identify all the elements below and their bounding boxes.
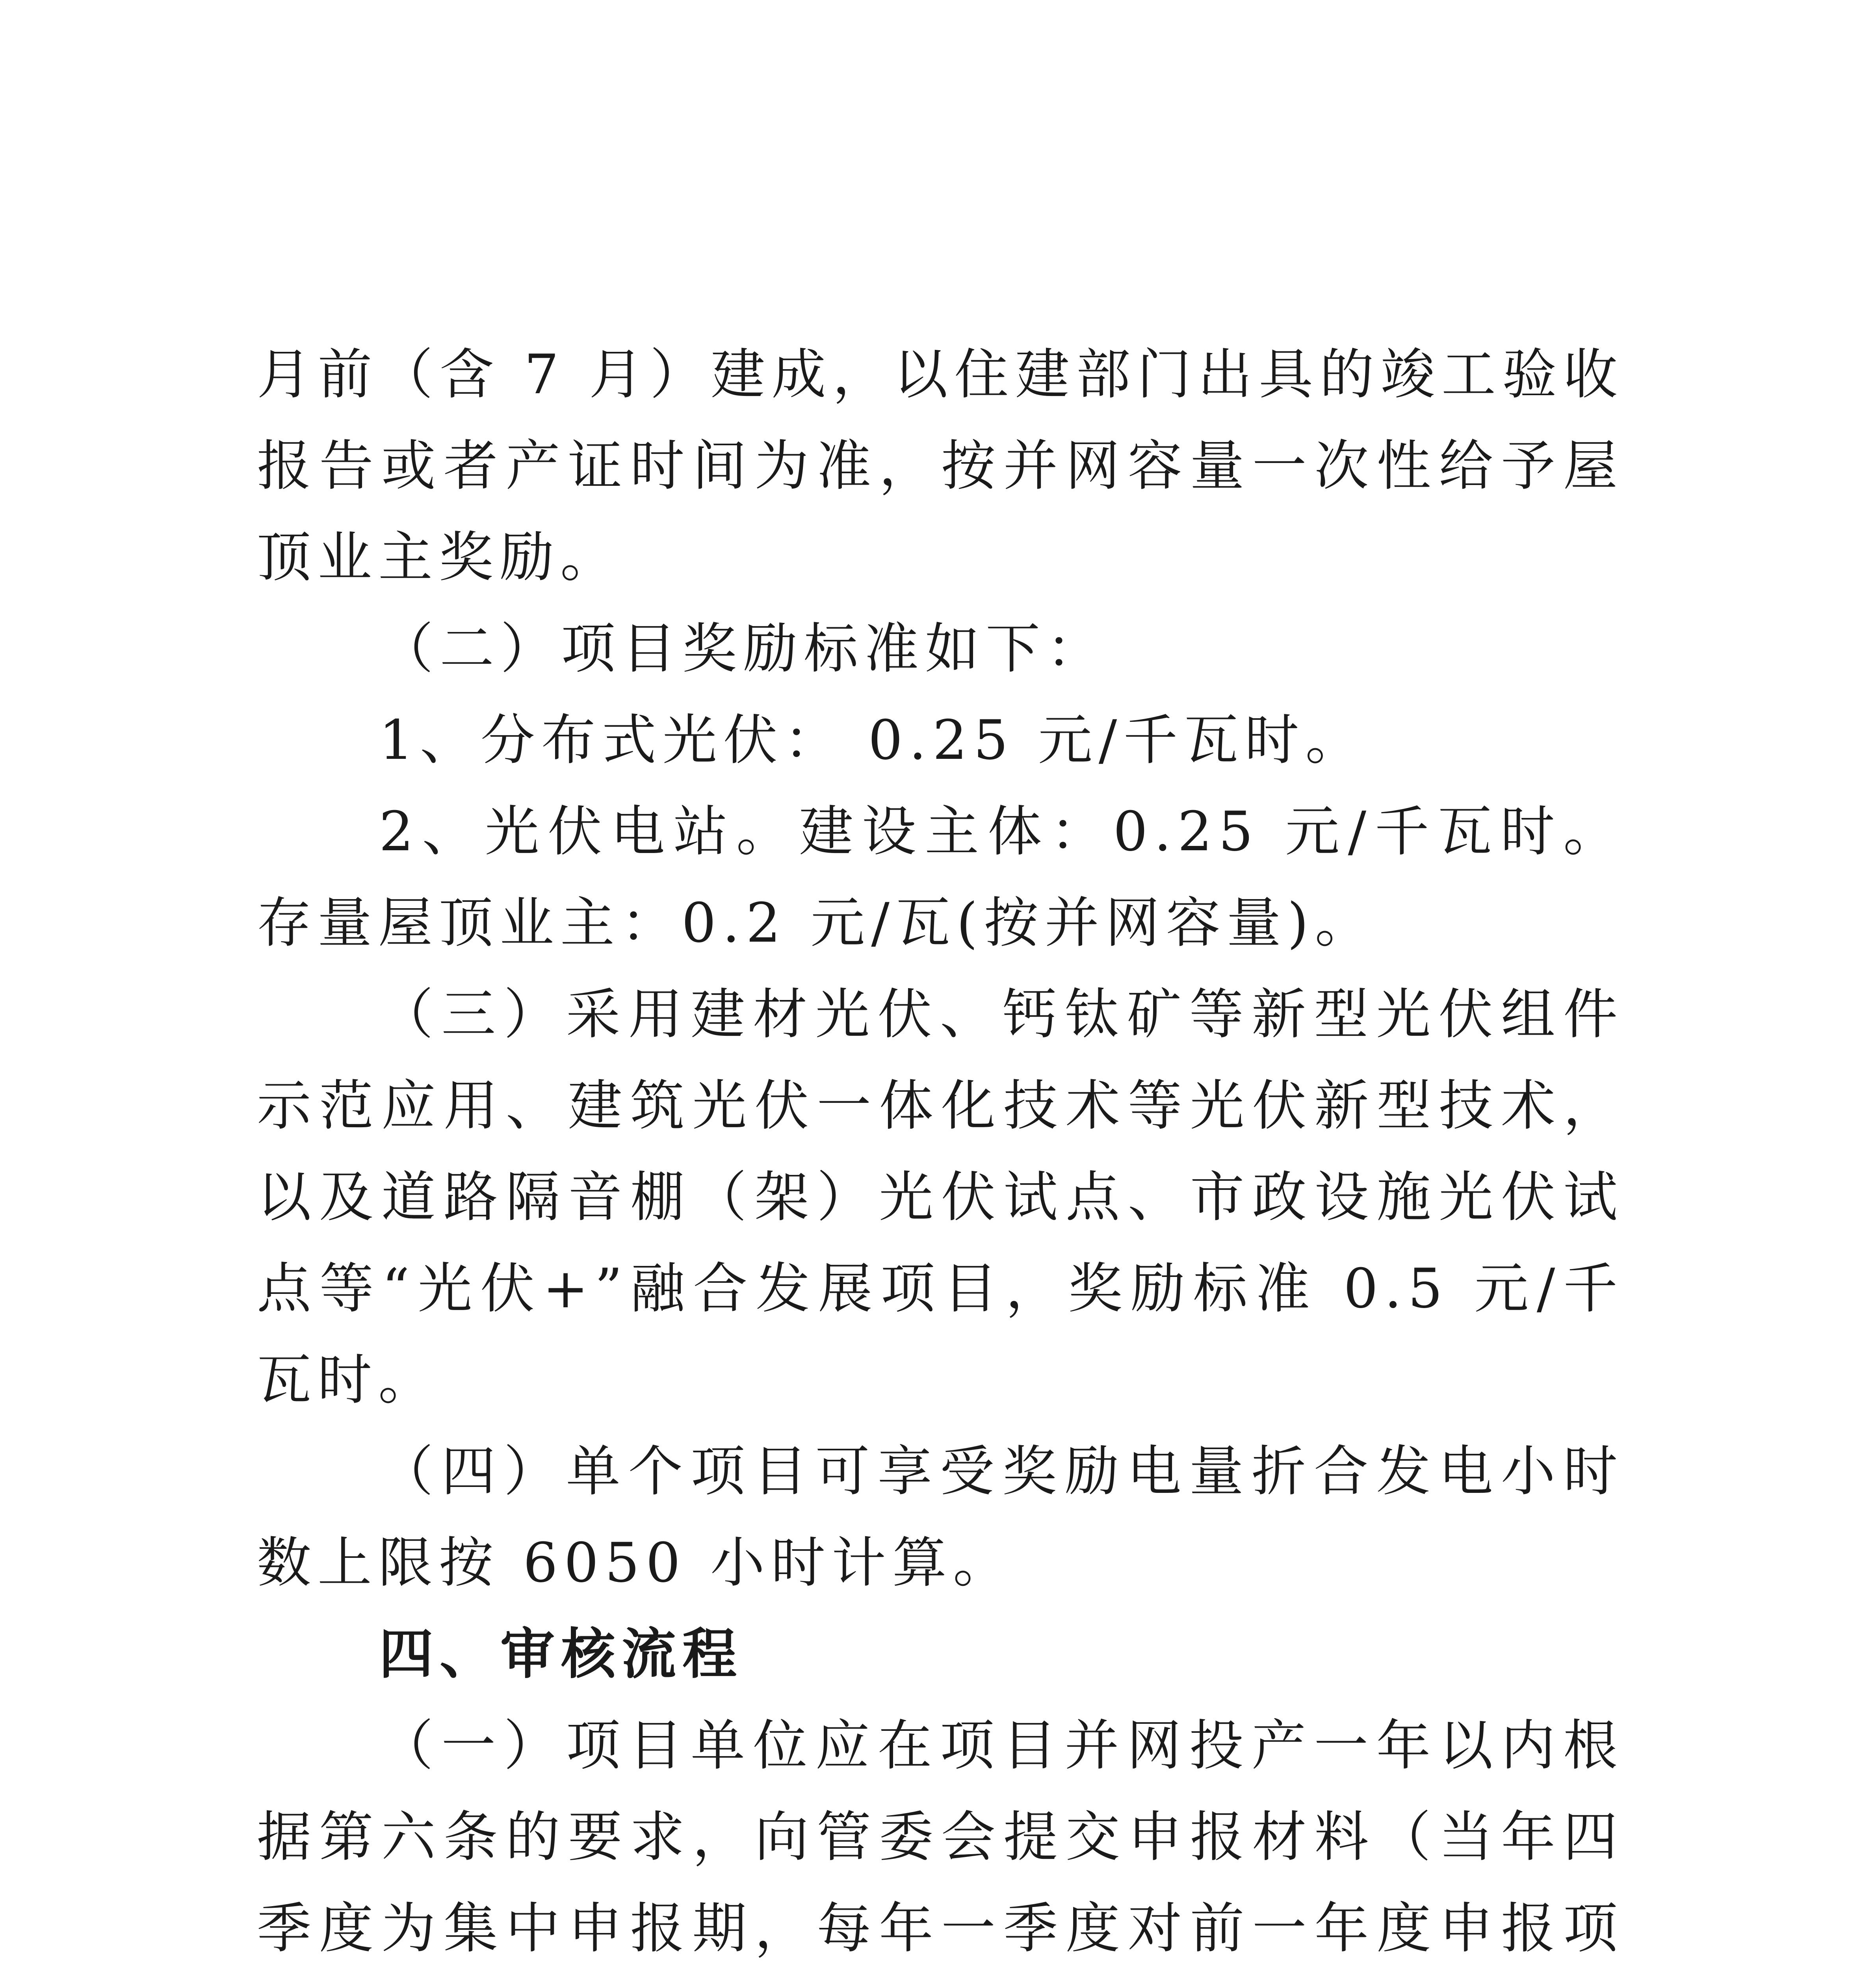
section-heading-review-process: 四、审核流程 xyxy=(379,1622,743,1686)
paragraph-reward-standard-intro: （二）项目奖励标准如下： xyxy=(379,617,1107,680)
paragraph-pv-power-station: 2、光伏电站。建设主体：0.25 元/千瓦时。存量屋顶业主：0.2 元/瓦(按并网容量)。 xyxy=(257,800,1624,955)
paragraph-hour-cap: （四）单个项目可享受奖励电量折合发电小时数上限按 6050 小时计算。 xyxy=(257,1440,1624,1595)
document-body xyxy=(257,329,1624,1970)
paragraph-new-pv-technology: （三）采用建材光伏、钙钛矿等新型光伏组件示范应用、建筑光伏一体化技术等光伏新型技术，以及道路隔音棚（架）光伏试点、市政设施光伏试点等“光伏+”融合发展项目，奖励标准 0.5 元/千瓦时。 xyxy=(257,983,1624,1412)
paragraph-application-submission: （一）项目单位应在项目并网投产一年以内根据第六条的要求，向管委会提交申报材料（当年四季度为集中申报期，每年一季度对前一年度申报项 xyxy=(257,1714,1624,1960)
paragraph-continuation: 月前（含 7 月）建成，以住建部门出具的竣工验收报告或者产证时间为准，按并网容量一次性给予屋顶业主奖励。 xyxy=(257,343,1624,589)
paragraph-distributed-pv: 1、分布式光伏： 0.25 元/千瓦时。 xyxy=(379,708,1366,772)
